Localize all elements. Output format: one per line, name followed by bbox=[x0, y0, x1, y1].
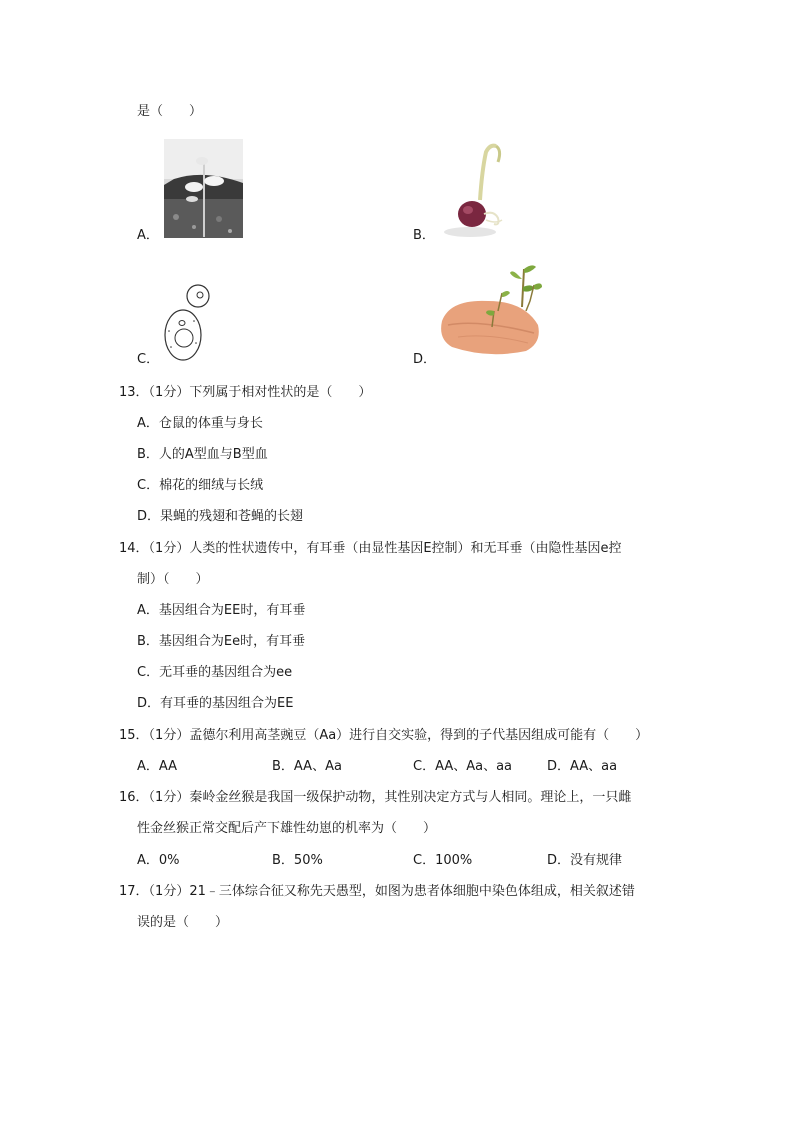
q13-option-c: C．棉花的细绒与长绒 bbox=[137, 478, 264, 493]
q15-option-c: C．AA、Aa、aa bbox=[413, 759, 513, 774]
option-a-seedling-photo bbox=[164, 139, 243, 238]
option-a-label: A． bbox=[137, 228, 159, 243]
q17-stem-line1: 17．（1分）21﹣三体综合征又称先天愚型，如图为患者体细胞中染色体组成，相关叙述错 bbox=[119, 884, 635, 899]
q15-option-a: A．AA bbox=[137, 759, 178, 774]
q13-option-d: D．果蝇的残翅和苍蝇的长翅 bbox=[137, 509, 304, 524]
q17-stem-line2: 误的是（ ） bbox=[137, 915, 229, 930]
q16-stem-line1: 16．（1分）秦岭金丝猴是我国一级保护动物，其性别决定方式与人相同。理论上，一只雌 bbox=[119, 790, 632, 805]
q16-option-c: C．100% bbox=[413, 853, 473, 868]
q14-option-d: D．有耳垂的基因组合为EE bbox=[137, 696, 294, 711]
option-b-germinating-bean-photo bbox=[440, 140, 515, 240]
q16-option-b: B．50% bbox=[272, 853, 323, 868]
option-c-yeast-drawing bbox=[163, 283, 213, 363]
q16-stem-line2: 性金丝猴正常交配后产下雄性幼崽的机率为（ ） bbox=[137, 821, 437, 836]
option-b-label: B． bbox=[413, 228, 435, 243]
q12-stem-tail: 是（ ） bbox=[137, 104, 203, 119]
q15-option-b: B．AA、Aa bbox=[272, 759, 342, 774]
q13-option-a: A．仓鼠的体重与身长 bbox=[137, 416, 263, 431]
q13-option-b: B．人的A型血与B型血 bbox=[137, 447, 268, 462]
q13-stem: 13．（1分）下列属于相对性状的是（ ） bbox=[119, 385, 372, 400]
option-d-label: D． bbox=[413, 352, 437, 367]
q14-stem-line1: 14．（1分）人类的性状遗传中，有耳垂（由显性基因E控制）和无耳垂（由隐性基因e控 bbox=[119, 541, 622, 556]
option-c-label: C． bbox=[137, 352, 160, 367]
option-d-sweet-potato-photo bbox=[438, 263, 544, 358]
q14-option-b: B．基因组合为Ee时，有耳垂 bbox=[137, 634, 306, 649]
q16-option-d: D．没有规律 bbox=[547, 853, 623, 868]
q14-option-c: C．无耳垂的基因组合为ee bbox=[137, 665, 293, 680]
q15-option-d: D．AA、aa bbox=[547, 759, 618, 774]
q14-option-a: A．基因组合为EE时，有耳垂 bbox=[137, 603, 306, 618]
q14-stem-line2: 制）（ ） bbox=[137, 572, 209, 587]
q16-option-a: A．0% bbox=[137, 853, 180, 868]
q15-stem: 15．（1分）孟德尔利用高茎豌豆（Aa）进行自交实验，得到的子代基因组成可能有（ ） bbox=[119, 728, 649, 743]
